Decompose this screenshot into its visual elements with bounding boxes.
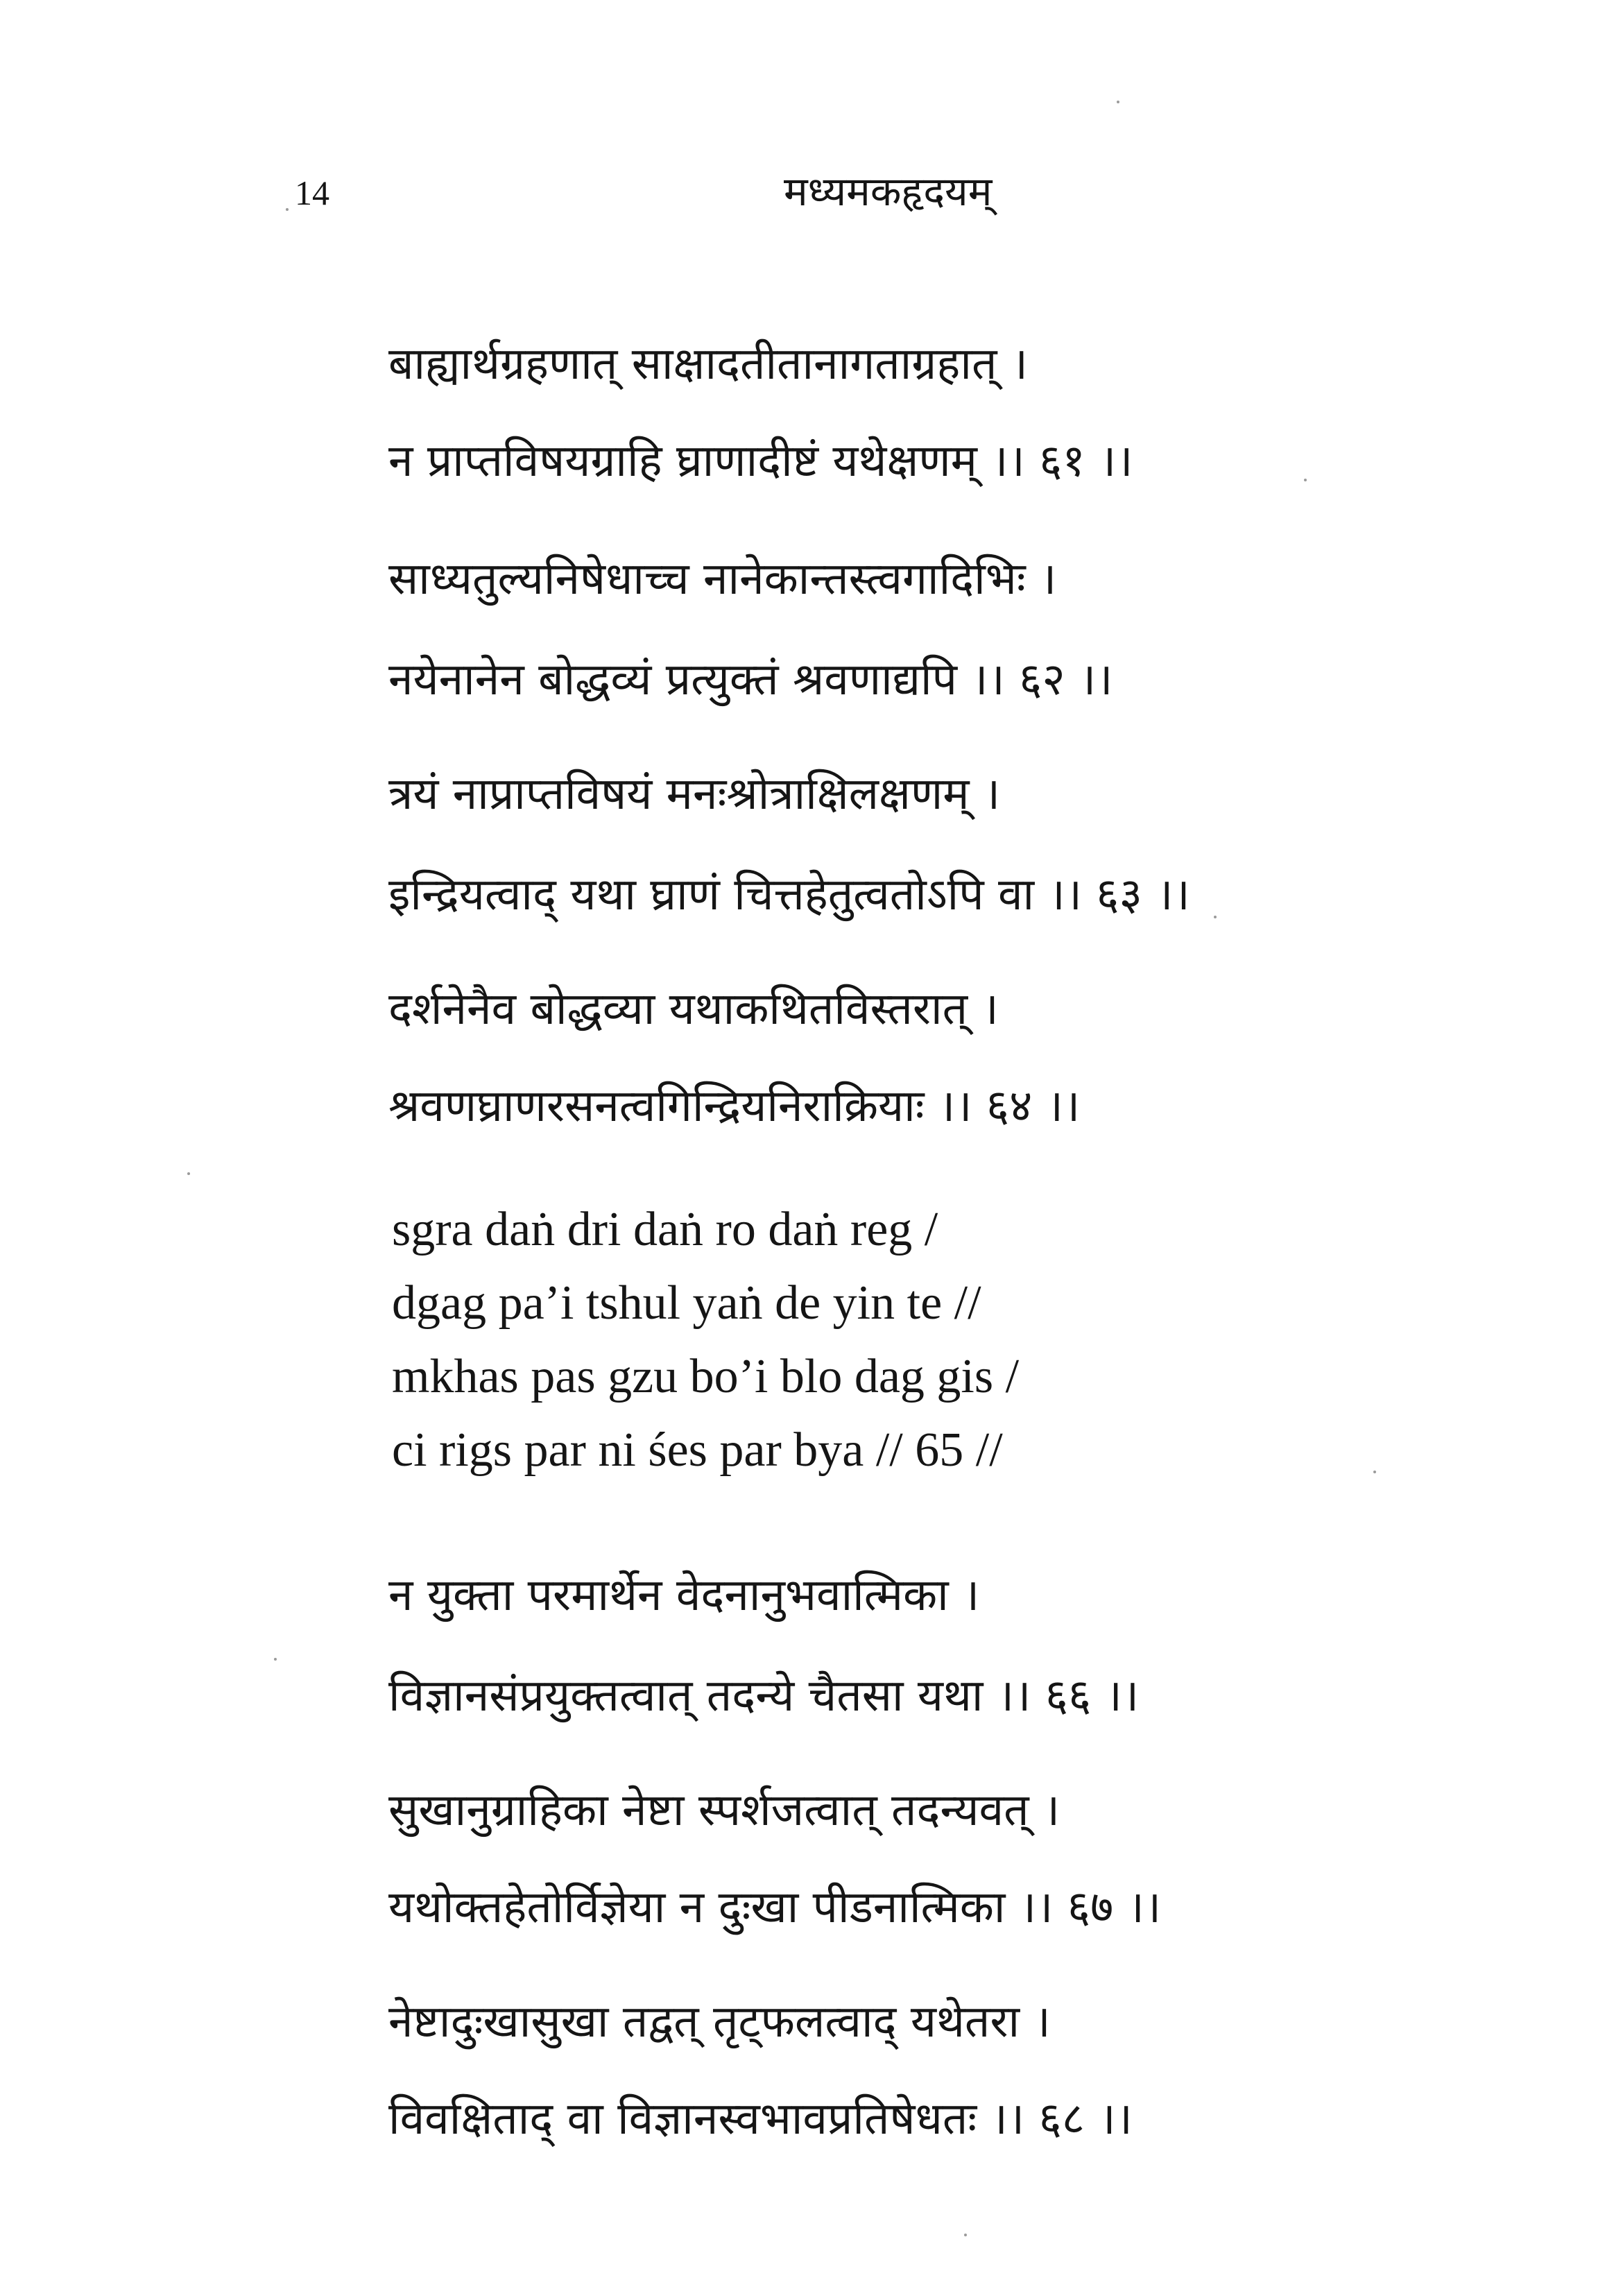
verse-63-line-1: त्रयं नाप्राप्तविषयं मनःश्रोत्राक्षिलक्षणम् । — [388, 769, 1001, 820]
verse-66-line-2: विज्ञानसंप्रयुक्तत्वात् तदन्ये चैतसा यथा ।। ६६ ।। — [388, 1670, 1140, 1722]
tibetan-line-3: mkhas pas gzu bo’i blo dag gis / — [392, 1350, 1020, 1403]
tibetan-line-4: ci rigs par ni śes par bya // 65 // — [392, 1423, 1003, 1477]
running-title: मध्यमकहृदयम् — [784, 168, 993, 215]
verse-68-line-1: नेष्टादुःखासुखा तद्वत् तृट्फलत्वाद् यथेतरा । — [388, 1996, 1051, 2048]
tibetan-line-2: dgag pa’i tshul yaṅ de yin te // — [392, 1276, 981, 1330]
scan-speck — [1373, 1471, 1376, 1473]
verse-64-line-1: दर्शनेनैव बोद्धव्या यथाकथितविस्तरात् । — [388, 984, 999, 1035]
verse-62-line-1: साध्यतुल्यनिषेधाच्च नानेकान्तस्त्वगादिभिः । — [388, 554, 1057, 605]
verse-64-line-2: श्रवणघ्राणरसनत्वगिन्द्रियनिराक्रियाः ।। ६४ ।। — [388, 1081, 1081, 1132]
verse-66-line-1: न युक्ता परमार्थेन वेदनानुभवात्मिका । — [388, 1570, 980, 1621]
scan-speck — [964, 2234, 967, 2236]
verse-62-line-2: नयेनानेन बोद्धव्यं प्रत्युक्तं श्रवणाद्यपि ।। ६२ ।। — [388, 654, 1113, 705]
verse-61-line-2: न प्राप्तविषयग्राहि घ्राणादीष्टं यथेक्षणम् ।। ६१ ।। — [388, 436, 1133, 487]
scan-speck — [286, 208, 289, 211]
scan-speck — [1304, 479, 1307, 481]
scan-speck — [1117, 101, 1119, 103]
scan-speck — [187, 1172, 190, 1175]
verse-68-line-2: विवक्षिताद् वा विज्ञानस्वभावप्रतिषेधतः ।। ६८ ।। — [388, 2093, 1133, 2145]
verse-67-line-1: सुखानुग्राहिका नेष्टा स्पर्शजत्वात् तदन्यवत् । — [388, 1785, 1060, 1836]
page-number: 14 — [295, 173, 329, 212]
verse-63-line-2: इन्द्रियत्वाद् यथा घ्राणं चित्तहेतुत्वतोऽपि वा ।। ६३ ।। — [388, 869, 1190, 920]
verse-67-line-2: यथोक्तहेतोर्विज्ञेया न दुःखा पीडनात्मिका ।। ६७ ।। — [388, 1882, 1162, 1933]
verse-61-line-1: बाह्यार्थग्रहणात् साक्षादतीतानागताग्रहात् । — [388, 339, 1029, 390]
tibetan-line-1: sgra daṅ dri daṅ ro daṅ reg / — [392, 1203, 938, 1256]
tibetan-verse-65 — [392, 1193, 1019, 1487]
scan-speck — [274, 1658, 277, 1661]
scan-speck — [1214, 916, 1217, 918]
